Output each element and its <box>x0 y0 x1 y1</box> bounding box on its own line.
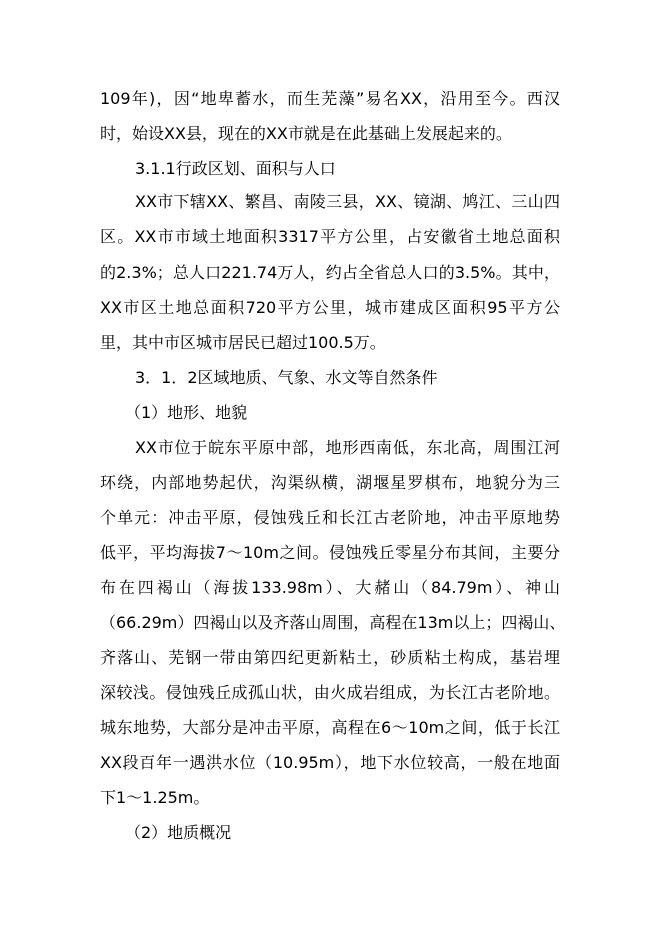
body-text-line: 低平，平均海拔7～10m之间。侵蚀残丘零星分布其间，主要分 <box>100 543 560 562</box>
body-text-line: 深较浅。侵蚀残丘成孤山状，由火成岩组成，为长江古老阶地。 <box>100 683 560 702</box>
body-text-line: 齐落山、芜钢一带由第四纪更新粘土，砂质粘土构成，基岩埋 <box>100 648 560 667</box>
body-text-line: 个单元：冲击平原，侵蚀残丘和长江古老阶地，冲击平原地势 <box>100 508 560 527</box>
body-text-line: XX段百年一遇洪水位（10.95m），地下水位较高，一般在地面 <box>100 753 560 772</box>
body-text-line: 城东地势，大部分是冲击平原，高程在6～10m之间，低于长江 <box>100 718 560 737</box>
subsection-heading: （1）地形、地貌 <box>125 403 248 422</box>
body-text-line: 区。XX市市域土地面积3317平方公里，占安徽省土地总面积 <box>100 227 560 246</box>
body-text-line: 环绕，内部地势起伏，沟渠纵横，湖堰星罗棋布，地貌分为三 <box>100 473 560 492</box>
body-text-line: 布在四褐山（海拔133.98m）、大赭山（84.79m）、神山 <box>100 578 560 597</box>
body-text-line: XX市位于皖东平原中部，地形西南低，东北高，周围江河 <box>135 438 560 457</box>
body-text-line: （66.29m）四褐山以及齐落山周围，高程在13m以上；四褐山、 <box>100 613 566 632</box>
body-text-line: 109年)，因“地卑蓄水，而生芜藻”易名XX，沿用至今。西汉 <box>100 89 560 108</box>
body-text-line: 的2.3%；总人口221.74万人，约占全省总人口的3.5%。其中， <box>100 263 560 282</box>
section-heading: 3.1.1行政区划、面积与人口 <box>135 159 336 178</box>
body-text-line: XX市区土地总面积720平方公里，城市建成区面积95平方公 <box>100 298 560 317</box>
section-heading: 3．1．2区域地质、气象、水文等自然条件 <box>135 368 438 387</box>
body-text-line: 下1～1.25m。 <box>100 788 210 807</box>
subsection-heading: （2）地质概况 <box>125 823 232 842</box>
body-text-line: XX市下辖XX、繁昌、南陵三县，XX、镜湖、鸠江、三山四 <box>135 192 560 211</box>
body-text-line: 时，始设XX县，现在的XX市就是在此基础上发展起来的。 <box>100 124 512 143</box>
body-text-line: 里，其中市区城市居民已超过100.5万。 <box>100 333 386 352</box>
